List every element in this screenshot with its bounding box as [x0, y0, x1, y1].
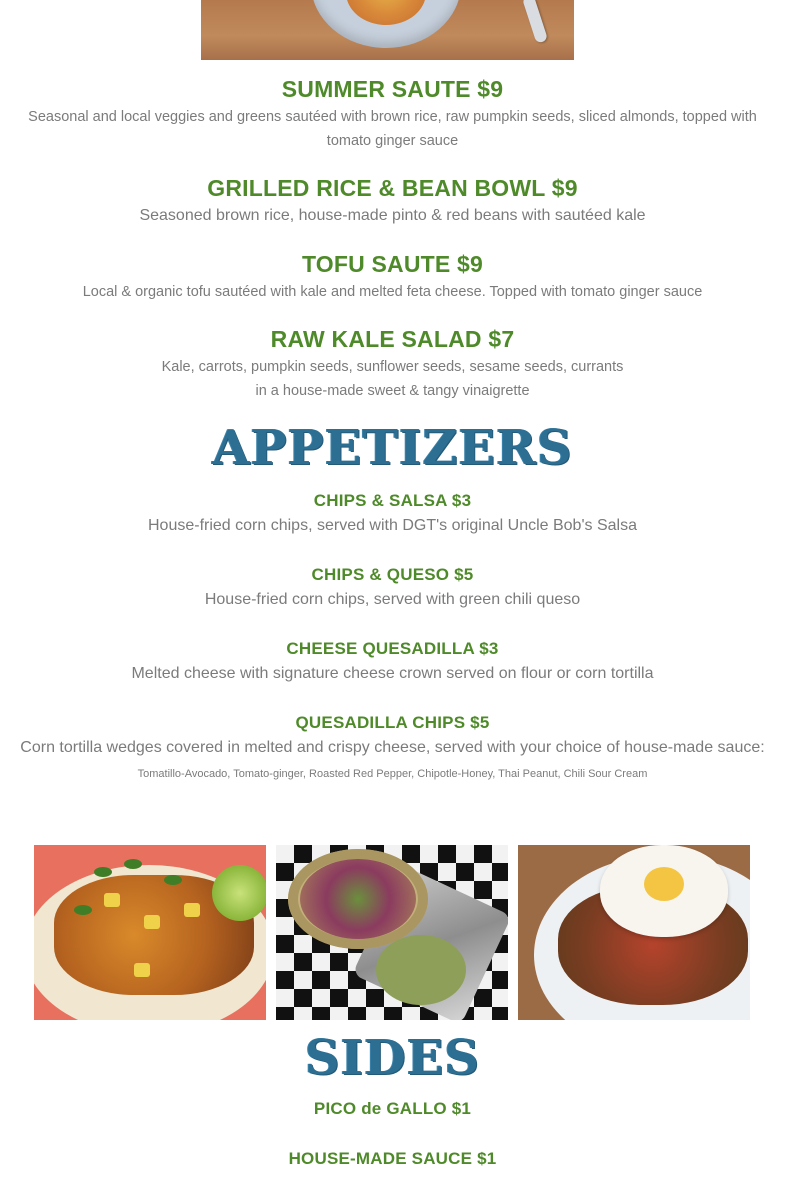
- menu-item-title: TOFU SAUTE $9: [301, 251, 484, 277]
- menu-item-description: in a house-made sweet & tangy vinaigrette: [255, 383, 530, 399]
- menu-item-title: CHEESE QUESADILLA $3: [286, 639, 499, 658]
- fork: [522, 0, 548, 44]
- menu-item-description: Seasonal and local veggies and greens sautéed with brown rice, raw pumpkin seeds, sliced almonds, topped with tomato ginger sauce: [28, 109, 757, 149]
- egg-hash-photo: [518, 845, 750, 1020]
- menu-item-title: PICO de GALLO $1: [313, 1099, 472, 1118]
- menu-item-title: GRILLED RICE & BEAN BOWL $9: [207, 175, 578, 201]
- menu-item-title: HOUSE-MADE SAUCE $1: [288, 1149, 497, 1168]
- menu-item-title: SUMMER SAUTE $9: [281, 76, 504, 102]
- hero-food-photo: [201, 0, 574, 60]
- section-heading-sides: SIDES: [305, 1030, 480, 1086]
- menu-item-description: Corn tortilla wedges covered in melted and crispy cheese, served with your choice of house-made sauce:: [20, 739, 765, 756]
- burrito-photo: [276, 845, 508, 1020]
- menu-item-description: Seasoned brown rice, house-made pinto & red beans with sautéed kale: [139, 207, 646, 224]
- menu-item-description: House-fried corn chips, served with green chili queso: [204, 591, 581, 608]
- section-heading-appetizers: APPETIZERS: [212, 420, 573, 476]
- menu-item-title: QUESADILLA CHIPS $5: [295, 713, 490, 732]
- menu-item-description: Melted cheese with signature cheese crown served on flour or corn tortilla: [131, 665, 654, 682]
- sauce-options-note: Tomatillo-Avocado, Tomato-ginger, Roasted Red Pepper, Chipotle-Honey, Thai Peanut, Chili Sour Cream: [137, 768, 648, 780]
- menu-item-title: CHIPS & QUESO $5: [311, 565, 474, 584]
- menu-item-description: Kale, carrots, pumpkin seeds, sunflower seeds, sesame seeds, currants: [161, 359, 624, 375]
- menu-item-description: House-fried corn chips, served with DGT's original Uncle Bob's Salsa: [148, 517, 637, 534]
- menu-item-title: RAW KALE SALAD $7: [270, 326, 515, 352]
- menu-item-description: Local & organic tofu sautéed with kale and melted feta cheese. Topped with tomato ginger sauce: [82, 284, 703, 300]
- tacos-photo: [34, 845, 266, 1020]
- menu-item-title: CHIPS & SALSA $3: [313, 491, 472, 510]
